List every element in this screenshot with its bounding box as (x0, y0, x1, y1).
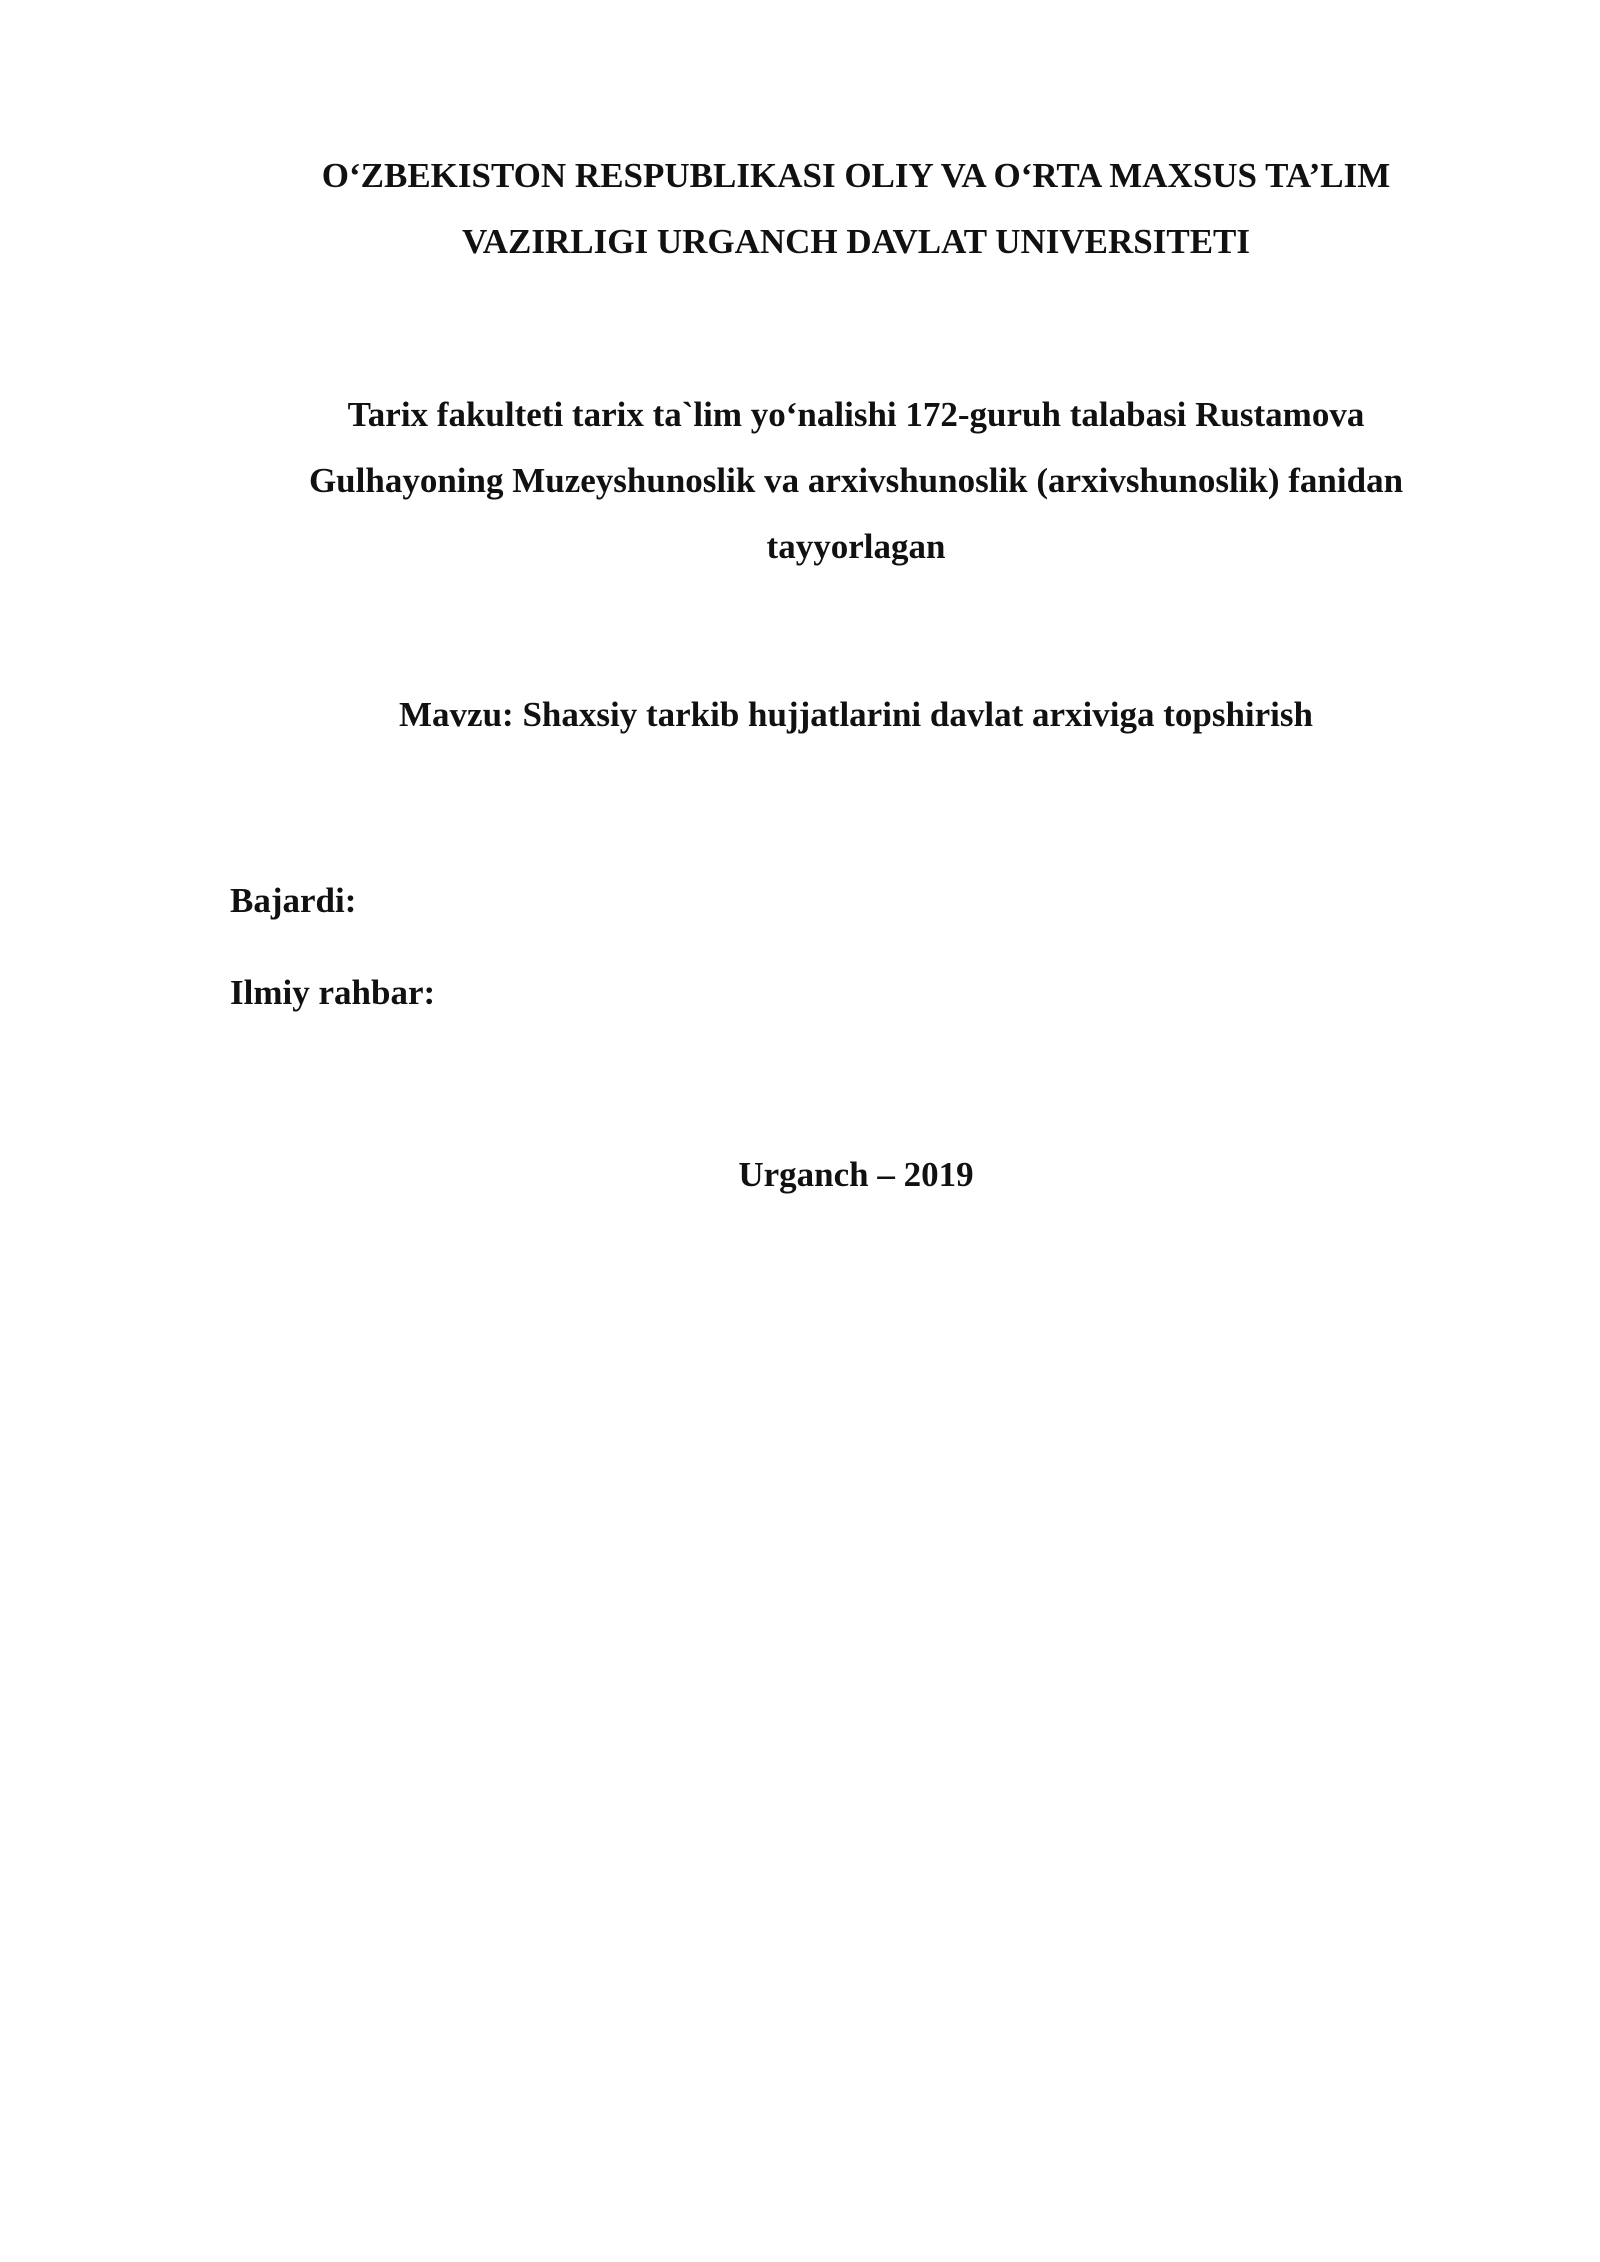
performer-label (230, 868, 356, 934)
advisor-label-text: Ilmiy rahbar: (230, 973, 436, 1012)
institution-header-line-2: VAZIRLIGI URGANCH DAVLAT UNIVERSITETI (461, 222, 1251, 261)
city-year-footer (200, 1142, 1512, 1208)
student-intro-line-1: Tarix fakulteti tarix ta`lim yo‘nalishi 172-guruh talabasi Rustamova (347, 395, 1365, 434)
student-intro-line-3: tayyorlagan (766, 527, 946, 566)
student-intro (200, 382, 1512, 580)
institution-header (200, 143, 1512, 275)
topic-title (200, 682, 1512, 748)
topic-text: Mavzu: Shaxsiy tarkib hujjatlarini davlat arxiviga topshirish (399, 695, 1313, 734)
student-intro-line-2: Gulhayoning Muzeyshunoslik va arxivshunoslik (arxivshunoslik) fanidan (308, 461, 1404, 500)
institution-header-line-1: O‘ZBEKISTON RESPUBLIKASI OLIY VA O‘RTA MAXSUS TA’LIM (321, 156, 1391, 195)
city-year-text: Urganch – 2019 (738, 1155, 974, 1194)
advisor-label (230, 960, 435, 1026)
performer-label-text: Bajardi: (230, 881, 357, 920)
